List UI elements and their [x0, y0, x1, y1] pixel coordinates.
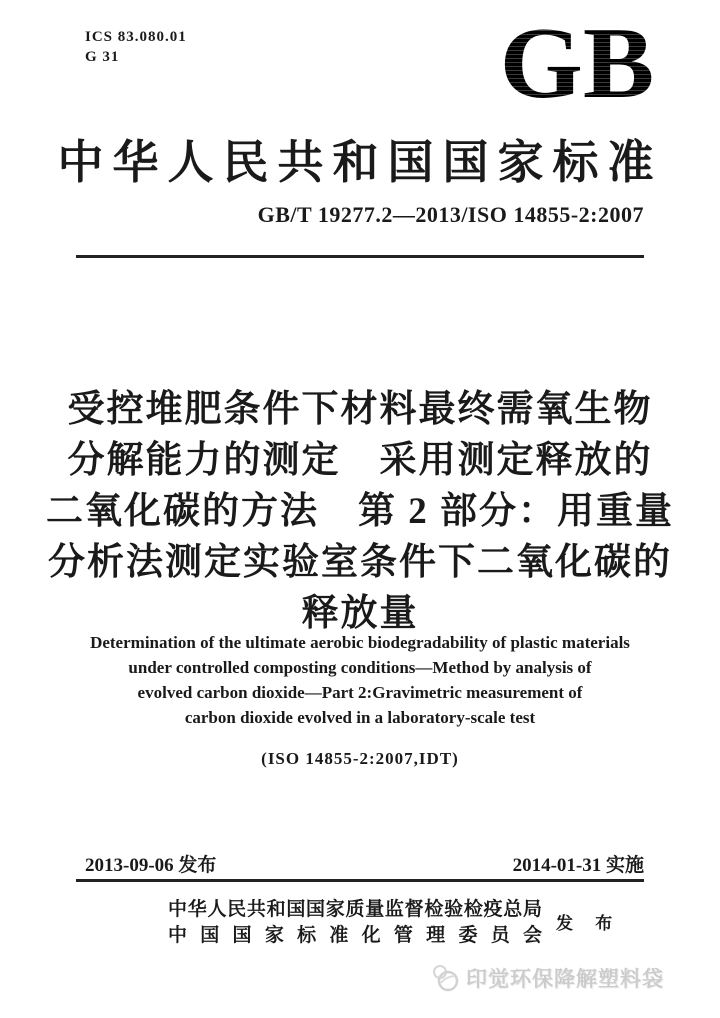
- english-title-line: under controlled composting conditions—Method by analysis of: [128, 658, 592, 677]
- standard-number: GB/T 19277.2—2013/ISO 14855-2:2007: [257, 202, 644, 227]
- watermark-text: 印觉环保降解塑料袋: [466, 967, 664, 991]
- chinese-title-line: 释放量: [301, 593, 419, 634]
- category-code: G 31: [85, 48, 120, 65]
- issue-date: 2013-09-06 发布: [85, 855, 217, 876]
- chinese-title-line: 受控堆肥条件下材料最终需氧生物: [67, 389, 653, 430]
- publish-label: 发 布: [556, 914, 622, 933]
- ics-classification: [85, 28, 187, 67]
- dates-row: [85, 850, 644, 877]
- issuing-bodies: [168, 897, 542, 949]
- chinese-title-line: 分析法测定实验室条件下二氧化碳的: [48, 542, 672, 583]
- implementation-date: 2014-01-31 实施: [512, 855, 644, 876]
- english-title-line: evolved carbon dioxide—Part 2:Gravimetric measurement of: [137, 683, 583, 702]
- english-title-block: [30, 630, 690, 730]
- ics-code: ICS 83.080.01: [85, 29, 187, 45]
- iso-reference: (ISO 14855-2:2007,IDT): [261, 749, 459, 768]
- national-standard-heading: 中华人民共和国国家标准: [57, 137, 663, 188]
- issuer-line-sac: 中国国家标准化管理委员会: [168, 925, 542, 946]
- header-divider: [76, 255, 644, 258]
- issuer-line-aqsiq: 中华人民共和国国家质量监督检验检疫总局: [168, 899, 542, 920]
- chinese-title-block: [30, 384, 690, 639]
- gb-logo: GB: [499, 7, 654, 120]
- chinese-title-line: 二氧化碳的方法 第 2 部分：用重量: [46, 491, 674, 532]
- footer-divider: [76, 879, 644, 882]
- english-title-line: Determination of the ultimate aerobic biodegradability of plastic materials: [90, 633, 630, 652]
- watermark: [429, 963, 664, 993]
- chinese-title-line: 分解能力的测定 采用测定释放的: [67, 440, 653, 481]
- watermark-logo-icon: [429, 963, 461, 993]
- english-title-line: carbon dioxide evolved in a laboratory-scale test: [184, 708, 536, 727]
